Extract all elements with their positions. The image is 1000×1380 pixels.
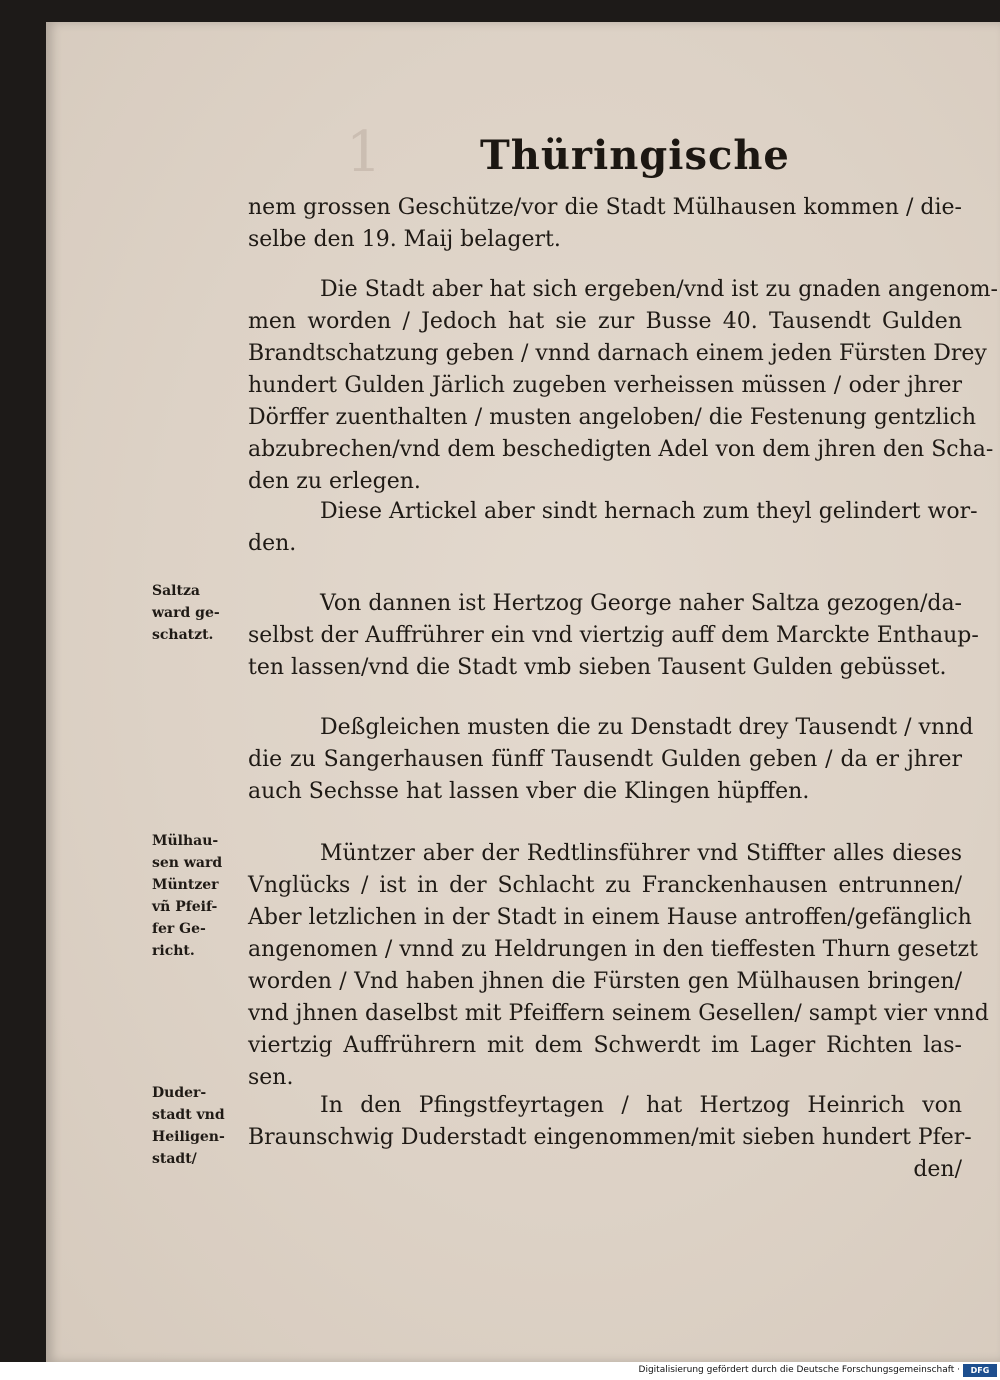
footer-bar xyxy=(0,1362,1000,1380)
text-line: ten lassen/vnd die Stadt vmb sieben Tausent Gulden gebüsset. xyxy=(248,655,947,680)
paragraph-3 xyxy=(248,496,978,560)
book-page xyxy=(46,22,1000,1362)
paragraph-6 xyxy=(248,838,989,1094)
show-through-bleed: 1 xyxy=(346,120,382,185)
marginal-line: richt. xyxy=(152,943,195,959)
text-line: Deßgleichen musten die zu Denstadt drey Tausendt / vnnd xyxy=(320,715,974,740)
marginal-note-duderstadt xyxy=(152,1082,252,1170)
text-line: Müntzer aber der Redtlinsführer vnd Stiffter alles dieses xyxy=(320,841,962,866)
running-heading: Thüringische xyxy=(480,132,790,179)
paragraph-2 xyxy=(248,274,998,498)
marginal-line: Heiligen- xyxy=(152,1129,225,1145)
text-line: In den Pfingstfeyrtagen / hat Hertzog Heinrich von xyxy=(320,1093,962,1118)
text-line: angenomen / vnnd zu Heldrungen in den tieffesten Thurn gesetzt xyxy=(248,937,978,962)
text-line: Von dannen ist Hertzog George naher Saltza gezogen/da- xyxy=(320,591,962,616)
marginal-line: stadt/ xyxy=(152,1151,197,1167)
marginal-note-muelhausen xyxy=(152,830,252,962)
text-line: selbst der Auffrührer ein vnd viertzig auff dem Marckte Enthaup- xyxy=(248,623,979,648)
marginal-line: ward ge- xyxy=(152,605,220,621)
text-line: Vnglücks / ist in der Schlacht zu Franckenhausen entrunnen/ xyxy=(248,873,962,898)
paragraph-4 xyxy=(248,588,979,684)
text-line: men worden / Jedoch hat sie zur Busse 40. Tausendt Gulden xyxy=(248,309,962,334)
dfg-logo-icon: DFG xyxy=(963,1364,997,1377)
text-line: nem grossen Geschütze/vor die Stadt Mülhausen kommen / die- xyxy=(248,195,962,220)
text-line: Braunschwig Duderstadt eingenommen/mit sieben hundert Pfer- xyxy=(248,1125,972,1150)
marginal-note-saltza xyxy=(152,580,252,646)
marginal-line: Mülhau- xyxy=(152,833,219,849)
text-line: sen. xyxy=(248,1065,294,1090)
text-line: viertzig Auffrührern mit dem Schwerdt im Lager Richten las- xyxy=(248,1033,962,1058)
marginal-line: Duder- xyxy=(152,1085,207,1101)
marginal-line: fer Ge- xyxy=(152,921,206,937)
paragraph-1 xyxy=(248,192,962,256)
text-line: Dörffer zuenthalten / musten angeloben/ die Festenung gentzlich xyxy=(248,405,976,430)
marginal-line: schatzt. xyxy=(152,627,214,643)
text-line: den zu erlegen. xyxy=(248,469,421,494)
marginal-line: Saltza xyxy=(152,583,200,599)
text-line: Brandtschatzung geben / vnnd darnach einem jeden Fürsten Drey xyxy=(248,341,987,366)
text-line: den. xyxy=(248,531,297,556)
text-line: worden / Vnd haben jhnen die Fürsten gen Mülhausen bringen/ xyxy=(248,969,962,994)
text-line: die zu Sangerhausen fünff Tausendt Gulden geben / da er jhrer xyxy=(248,747,962,772)
text-line: Aber letzlichen in der Stadt in einem Hause antroffen/gefänglich xyxy=(248,905,972,930)
text-line: hundert Gulden Järlich zugeben verheissen müssen / oder jhrer xyxy=(248,373,962,398)
marginal-line: sen ward xyxy=(152,855,223,871)
text-line: auch Sechsse hat lassen vber die Klingen hüpffen. xyxy=(248,779,810,804)
marginal-line: Müntzer xyxy=(152,877,219,893)
marginal-line: vñ Pfeif- xyxy=(152,899,218,915)
funding-credit: Digitalisierung gefördert durch die Deutsche Forschungsgemeinschaft · xyxy=(638,1365,960,1375)
marginal-line: stadt vnd xyxy=(152,1107,225,1123)
catchword: den/ xyxy=(913,1157,962,1182)
text-line: Die Stadt aber hat sich ergeben/vnd ist zu gnaden angenom- xyxy=(320,277,998,302)
text-line: Diese Artickel aber sindt hernach zum theyl gelindert wor- xyxy=(320,499,978,524)
text-line: vnd jhnen daselbst mit Pfeiffern seinem Gesellen/ sampt vier vnnd xyxy=(248,1001,989,1026)
paragraph-7 xyxy=(248,1090,972,1186)
text-line: abzubrechen/vnd dem beschedigten Adel von dem jhren den Scha- xyxy=(248,437,994,462)
paragraph-5 xyxy=(248,712,974,808)
text-line: selbe den 19. Maij belagert. xyxy=(248,227,561,252)
